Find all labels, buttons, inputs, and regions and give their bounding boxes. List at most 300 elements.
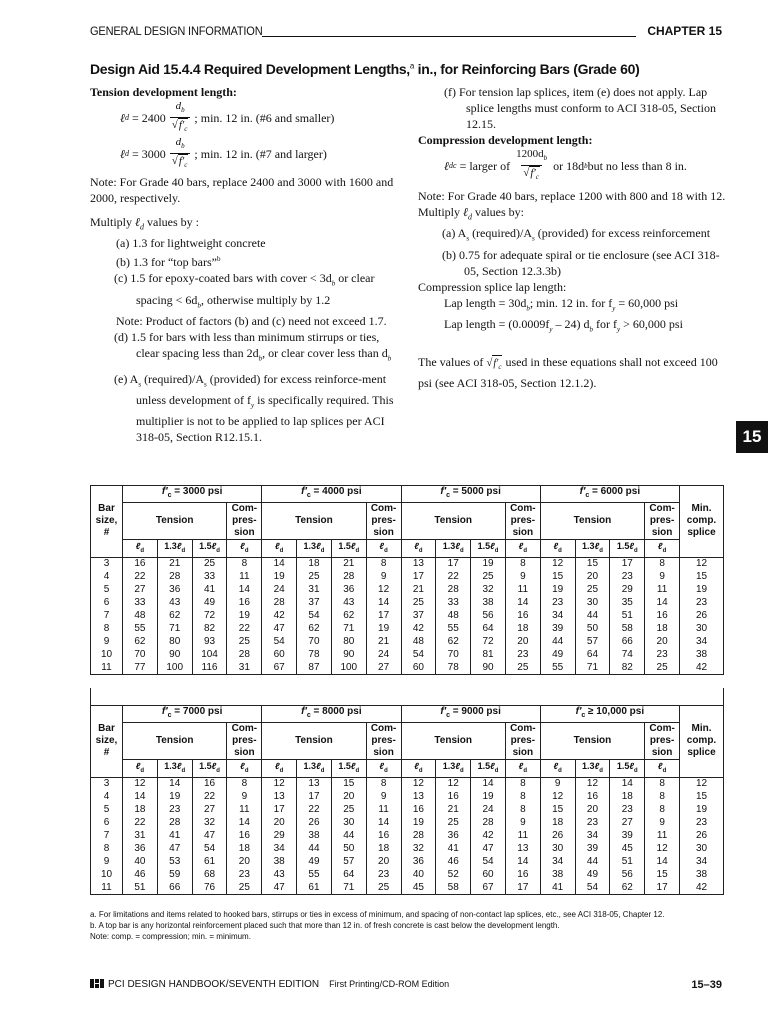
table-row	[91, 635, 724, 648]
length-cell: 14	[366, 816, 401, 829]
lap-heading: Compression splice lap length:	[418, 279, 567, 294]
length-cell: 14	[262, 557, 297, 570]
item-f: (f) For tension lap splices, item (e) does not apply. Lap splice lengths must conform to ACI 318-05, Section 12.15.	[444, 85, 716, 131]
length-cell: 42	[401, 622, 436, 635]
bar-size-cell: 11	[91, 661, 123, 674]
development-table-upper	[90, 485, 724, 675]
length-cell: 12	[436, 777, 471, 790]
length-cell: 71	[575, 661, 610, 674]
length-cell: 28	[331, 570, 366, 583]
length-cell: 28	[471, 816, 506, 829]
length-cell: 23	[227, 868, 262, 881]
strength-header: $f'_c = 3000$ psi	[123, 486, 262, 503]
length-cell: 25	[401, 596, 436, 609]
length-cell: 12	[645, 842, 680, 855]
length-cell: 51	[123, 881, 158, 894]
compression-group-header: Com- pres- sion	[366, 503, 401, 540]
tension-group-header: Tension	[262, 503, 366, 540]
length-cell: 25	[297, 570, 332, 583]
length-cell: 31	[123, 829, 158, 842]
length-cell: 30	[540, 842, 575, 855]
page-number: 15–39	[691, 979, 722, 991]
strength-header: $f'_c \ge 10,000$ psi	[540, 706, 679, 723]
length-cell: 20	[366, 855, 401, 868]
note-grade40: Note: For Grade 40 bars, replace 2400 and 3000 with 1600 and 2000, respectively.	[90, 175, 394, 205]
length-cell: 100	[331, 661, 366, 674]
length-cell: 25	[366, 881, 401, 894]
length-cell: 21	[436, 803, 471, 816]
length-cell: 15	[331, 777, 366, 790]
length-cell: 15	[540, 803, 575, 816]
formula-1: ℓ d = 2400 $\frac{d_b}{√f'_c}$ ; min. 12 in. (#6 and smaller)	[90, 100, 400, 136]
length-cell: 38	[540, 868, 575, 881]
length-cell: 93	[192, 635, 227, 648]
length-cell: 26	[680, 609, 724, 622]
length-cell: 46	[123, 868, 158, 881]
length-cell: 16	[505, 609, 540, 622]
length-cell: 62	[123, 635, 158, 648]
length-cell: 9	[540, 777, 575, 790]
length-cell: 12	[680, 777, 724, 790]
length-cell: 17	[610, 557, 645, 570]
length-cell: 55	[297, 868, 332, 881]
length-cell: 44	[540, 635, 575, 648]
bar-size-cell: 4	[91, 790, 123, 803]
page-title	[90, 61, 730, 77]
length-cell: 20	[575, 570, 610, 583]
length-cell: 14	[645, 596, 680, 609]
length-subheader: 1.3ℓ$_d$	[436, 760, 471, 778]
length-cell: 22	[123, 570, 158, 583]
strength-header: $f'_c = 7000$ psi	[123, 706, 262, 723]
multiply-line: Multiply ℓ$_d$ values by :	[90, 215, 200, 232]
item-e: (e) $A_s$ $(required)/A_s$ (provided) for excess reinforce-ment unless development of $f_y$ is specifically required. This multiplier is not to be applied to lap splices per ACI 318-05, Section R12.15.1.	[114, 371, 394, 445]
length-cell: 42	[680, 881, 724, 894]
length-cell: 43	[262, 868, 297, 881]
length-cell: 64	[331, 868, 366, 881]
length-cell: 19	[227, 609, 262, 622]
length-cell: 90	[471, 661, 506, 674]
length-cell: 18	[610, 790, 645, 803]
compression-heading: Compression development length:	[418, 133, 593, 147]
length-cell: 19	[680, 583, 724, 596]
length-cell: 15	[680, 790, 724, 803]
length-cell: 78	[297, 648, 332, 661]
length-cell: 8	[505, 557, 540, 570]
length-cell: 15	[645, 868, 680, 881]
length-cell: 77	[123, 661, 158, 674]
length-cell: 41	[157, 829, 192, 842]
length-cell: 34	[540, 855, 575, 868]
lap-line-1: Lap length = $30d_b$; min. 12 in. for $f_y = 60,000$ psi	[444, 295, 679, 313]
length-cell: 8	[227, 777, 262, 790]
length-cell: 11	[366, 803, 401, 816]
length-subheader: 1.5ℓ$_d$	[471, 760, 506, 778]
length-cell: 32	[471, 583, 506, 596]
title-rest: in., for Reinforcing Bars (Grade 60)	[414, 61, 640, 77]
length-cell: 23	[610, 570, 645, 583]
length-cell: 76	[192, 881, 227, 894]
length-cell: 8	[645, 803, 680, 816]
compression-group-header: Com- pres- sion	[227, 723, 262, 760]
length-cell: 58	[610, 622, 645, 635]
length-subheader: 1.5ℓ$_d$	[192, 760, 227, 778]
length-cell: 17	[505, 881, 540, 894]
length-cell: 18	[505, 622, 540, 635]
length-cell: 36	[436, 829, 471, 842]
length-cell: 70	[123, 648, 158, 661]
header-rule	[262, 36, 636, 37]
length-cell: 33	[192, 570, 227, 583]
length-cell: 14	[505, 855, 540, 868]
length-cell: 47	[192, 829, 227, 842]
length-cell: 8	[645, 777, 680, 790]
bar-size-cell: 3	[91, 777, 123, 790]
length-cell: 44	[297, 842, 332, 855]
length-cell: 12	[680, 557, 724, 570]
length-cell: 50	[575, 622, 610, 635]
min-splice-header: Min. comp. splice	[680, 486, 724, 558]
length-cell: 29	[262, 829, 297, 842]
length-subheader: 1.5ℓ$_d$	[610, 540, 645, 558]
compression-group-header: Com- pres- sion	[366, 723, 401, 760]
table-row	[91, 816, 724, 829]
length-cell: 58	[436, 881, 471, 894]
length-cell: 23	[157, 803, 192, 816]
tension-group-header: Tension	[123, 503, 227, 540]
length-cell: 28	[157, 570, 192, 583]
length-cell: 49	[575, 868, 610, 881]
length-cell: 62	[157, 609, 192, 622]
table-row	[91, 622, 724, 635]
length-cell: 67	[262, 661, 297, 674]
length-cell: 26	[297, 816, 332, 829]
length-cell: 22	[297, 803, 332, 816]
length-cell: 14	[505, 596, 540, 609]
length-cell: 37	[297, 596, 332, 609]
compression-group-header: Com- pres- sion	[505, 723, 540, 760]
tension-group-header: Tension	[540, 723, 644, 760]
length-subheader: ℓ$_d$	[645, 540, 680, 558]
length-cell: 16	[227, 596, 262, 609]
length-cell: 54	[297, 609, 332, 622]
length-cell: 16	[401, 803, 436, 816]
length-cell: 66	[157, 881, 192, 894]
row-header: Bar size, #	[91, 706, 123, 778]
length-cell: 61	[192, 855, 227, 868]
length-subheader: ℓ$_d$	[227, 760, 262, 778]
table-row	[91, 609, 724, 622]
length-cell: 11	[645, 829, 680, 842]
length-cell: 18	[645, 622, 680, 635]
length-cell: 19	[471, 790, 506, 803]
length-cell: 15	[680, 570, 724, 583]
length-cell: 25	[192, 557, 227, 570]
length-cell: 104	[192, 648, 227, 661]
length-cell: 49	[192, 596, 227, 609]
length-cell: 28	[157, 816, 192, 829]
length-cell: 18	[540, 816, 575, 829]
length-cell: 27	[366, 661, 401, 674]
length-subheader: 1.3ℓ$_d$	[157, 760, 192, 778]
length-cell: 27	[123, 583, 158, 596]
length-cell: 68	[192, 868, 227, 881]
bar-size-cell: 7	[91, 829, 123, 842]
length-cell: 64	[575, 648, 610, 661]
bar-size-cell: 8	[91, 842, 123, 855]
multiply-line-comp: Multiply ℓ$_d$ values by:	[418, 205, 525, 222]
length-cell: 54	[262, 635, 297, 648]
length-cell: 13	[505, 842, 540, 855]
length-cell: 30	[680, 622, 724, 635]
note-grade40-comp: Note: For Grade 40 bars, replace 1200 with 800 and 18 with 12.	[418, 189, 726, 203]
tension-heading: Tension development length:	[90, 85, 237, 99]
length-cell: 27	[610, 816, 645, 829]
length-cell: 9	[366, 790, 401, 803]
table-row	[91, 583, 724, 596]
length-cell: 62	[436, 635, 471, 648]
length-cell: 38	[262, 855, 297, 868]
table-row	[91, 868, 724, 881]
compression-group-header: Com- pres- sion	[645, 503, 680, 540]
length-cell: 14	[227, 583, 262, 596]
length-cell: 28	[436, 583, 471, 596]
length-cell: 39	[575, 842, 610, 855]
length-subheader: ℓ$_d$	[540, 760, 575, 778]
length-cell: 8	[505, 803, 540, 816]
length-subheader: ℓ$_d$	[227, 540, 262, 558]
length-cell: 14	[157, 777, 192, 790]
length-cell: 28	[262, 596, 297, 609]
length-cell: 19	[157, 790, 192, 803]
length-cell: 55	[540, 661, 575, 674]
length-cell: 82	[610, 661, 645, 674]
length-cell: 14	[610, 777, 645, 790]
table-row	[91, 803, 724, 816]
length-subheader: ℓ$_d$	[262, 760, 297, 778]
length-subheader: 1.5ℓ$_d$	[192, 540, 227, 558]
length-subheader: 1.3ℓ$_d$	[575, 540, 610, 558]
length-cell: 78	[436, 661, 471, 674]
length-cell: 72	[192, 609, 227, 622]
length-cell: 32	[401, 842, 436, 855]
bar-size-cell: 4	[91, 570, 123, 583]
length-cell: 21	[401, 583, 436, 596]
length-cell: 17	[436, 557, 471, 570]
length-subheader: 1.3ℓ$_d$	[297, 760, 332, 778]
length-cell: 23	[366, 868, 401, 881]
length-cell: 42	[471, 829, 506, 842]
length-cell: 9	[645, 816, 680, 829]
length-cell: 25	[645, 661, 680, 674]
length-subheader: 1.5ℓ$_d$	[331, 540, 366, 558]
footer-edition: First Printing/CD-ROM Edition	[329, 979, 450, 989]
length-cell: 20	[227, 855, 262, 868]
item-c: (c) 1.5 for epoxy-coated bars with cover < $3d_b$ or clear spacing < $6d_b$, otherwise multiply by 1.2	[114, 271, 375, 310]
compression-group-header: Com- pres- sion	[227, 503, 262, 540]
bar-size-cell: 10	[91, 648, 123, 661]
length-cell: 18	[123, 803, 158, 816]
length-cell: 9	[505, 816, 540, 829]
length-cell: 18	[227, 842, 262, 855]
length-cell: 41	[192, 583, 227, 596]
strength-header: $f'_c = 4000$ psi	[262, 486, 401, 503]
values-note: The values of $√f'_c$ used in these equations shall not exceed 100 psi (see ACI 318-05, Section 12.1.2).	[418, 354, 718, 390]
length-cell: 12	[540, 557, 575, 570]
length-cell: 54	[471, 855, 506, 868]
strength-header: $f'_c = 9000$ psi	[401, 706, 540, 723]
length-cell: 43	[331, 596, 366, 609]
length-cell: 55	[436, 622, 471, 635]
length-cell: 14	[227, 816, 262, 829]
length-cell: 26	[540, 829, 575, 842]
length-cell: 17	[297, 790, 332, 803]
length-cell: 16	[436, 790, 471, 803]
bar-size-cell: 8	[91, 622, 123, 635]
length-cell: 62	[331, 609, 366, 622]
length-cell: 61	[297, 881, 332, 894]
length-cell: 13	[401, 790, 436, 803]
tension-group-header: Tension	[123, 723, 227, 760]
bar-size-cell: 3	[91, 557, 123, 570]
bar-size-cell: 11	[91, 881, 123, 894]
length-cell: 34	[540, 609, 575, 622]
length-cell: 45	[401, 881, 436, 894]
formula-2: ℓ d = 3000 $\frac{d_b}{√f'_c}$ ; min. 12 in. (#7 and larger)	[90, 136, 400, 172]
length-cell: 13	[401, 557, 436, 570]
table-row	[91, 881, 724, 894]
bar-size-cell: 6	[91, 596, 123, 609]
length-cell: 23	[645, 648, 680, 661]
length-cell: 116	[192, 661, 227, 674]
bar-size-cell: 9	[91, 855, 123, 868]
length-cell: 9	[227, 790, 262, 803]
length-cell: 49	[297, 855, 332, 868]
length-cell: 36	[123, 842, 158, 855]
bar-size-cell: 6	[91, 816, 123, 829]
length-cell: 70	[297, 635, 332, 648]
length-cell: 80	[331, 635, 366, 648]
length-cell: 34	[575, 829, 610, 842]
length-cell: 38	[680, 648, 724, 661]
tension-group-header: Tension	[540, 503, 644, 540]
length-cell: 21	[366, 635, 401, 648]
length-cell: 21	[331, 557, 366, 570]
length-cell: 19	[471, 557, 506, 570]
length-cell: 9	[366, 570, 401, 583]
length-cell: 80	[157, 635, 192, 648]
length-cell: 64	[471, 622, 506, 635]
table-row	[91, 842, 724, 855]
length-cell: 57	[331, 855, 366, 868]
length-subheader: ℓ$_d$	[123, 540, 158, 558]
length-cell: 29	[610, 583, 645, 596]
length-cell: 26	[680, 829, 724, 842]
length-cell: 22	[192, 790, 227, 803]
lap-line-2: Lap length = $(0.0009f_y - 24)$ $d_b$ for $f_y > 60,000$ psi	[444, 317, 683, 334]
length-cell: 25	[436, 816, 471, 829]
length-cell: 42	[262, 609, 297, 622]
length-cell: 36	[157, 583, 192, 596]
development-table-lower	[90, 705, 724, 895]
length-cell: 49	[540, 648, 575, 661]
length-cell: 38	[471, 596, 506, 609]
length-cell: 54	[401, 648, 436, 661]
length-cell: 82	[192, 622, 227, 635]
length-cell: 67	[471, 881, 506, 894]
length-cell: 42	[680, 661, 724, 674]
length-cell: 25	[227, 881, 262, 894]
length-subheader: 1.5ℓ$_d$	[331, 760, 366, 778]
length-cell: 21	[157, 557, 192, 570]
footnote-a: a. For limitations and items related to hooked bars, stirrups or ties in excess of minimum, and spacing of non-contact lap splices, etc., see ACI 318-05, Chapter 12.	[90, 910, 665, 919]
length-subheader: ℓ$_d$	[645, 760, 680, 778]
length-cell: 90	[331, 648, 366, 661]
length-cell: 11	[227, 803, 262, 816]
length-cell: 57	[575, 635, 610, 648]
length-cell: 20	[262, 816, 297, 829]
length-cell: 60	[471, 868, 506, 881]
length-cell: 34	[680, 855, 724, 868]
length-cell: 47	[262, 622, 297, 635]
length-cell: 23	[610, 803, 645, 816]
compression-group-header: Com- pres- sion	[505, 503, 540, 540]
length-cell: 9	[505, 570, 540, 583]
length-cell: 13	[297, 777, 332, 790]
length-cell: 30	[331, 816, 366, 829]
length-cell: 37	[401, 609, 436, 622]
length-cell: 25	[471, 570, 506, 583]
length-cell: 38	[297, 829, 332, 842]
item-a: (a) 1.3 for lightweight concrete	[116, 236, 266, 251]
length-cell: 48	[436, 609, 471, 622]
length-subheader: ℓ$_d$	[401, 540, 436, 558]
length-cell: 72	[471, 635, 506, 648]
length-cell: 60	[401, 661, 436, 674]
strength-header: $f'_c = 6000$ psi	[540, 486, 679, 503]
length-cell: 44	[331, 829, 366, 842]
length-cell: 39	[610, 829, 645, 842]
length-cell: 19	[401, 816, 436, 829]
length-cell: 45	[610, 842, 645, 855]
length-cell: 71	[331, 622, 366, 635]
length-cell: 51	[610, 855, 645, 868]
left-column	[90, 84, 400, 445]
length-cell: 9	[645, 570, 680, 583]
length-cell: 50	[331, 842, 366, 855]
length-cell: 87	[297, 661, 332, 674]
length-cell: 14	[645, 855, 680, 868]
length-cell: 19	[540, 583, 575, 596]
length-subheader: 1.3ℓ$_d$	[436, 540, 471, 558]
length-cell: 33	[123, 596, 158, 609]
length-subheader: ℓ$_d$	[540, 540, 575, 558]
bar-size-cell: 7	[91, 609, 123, 622]
length-cell: 47	[157, 842, 192, 855]
length-cell: 16	[192, 777, 227, 790]
length-cell: 16	[123, 557, 158, 570]
length-subheader: ℓ$_d$	[123, 760, 158, 778]
length-cell: 27	[192, 803, 227, 816]
length-cell: 47	[262, 881, 297, 894]
length-cell: 23	[680, 596, 724, 609]
length-cell: 56	[610, 868, 645, 881]
length-cell: 52	[436, 868, 471, 881]
length-cell: 12	[540, 790, 575, 803]
length-cell: 47	[471, 842, 506, 855]
bar-size-cell: 9	[91, 635, 123, 648]
length-cell: 14	[366, 596, 401, 609]
